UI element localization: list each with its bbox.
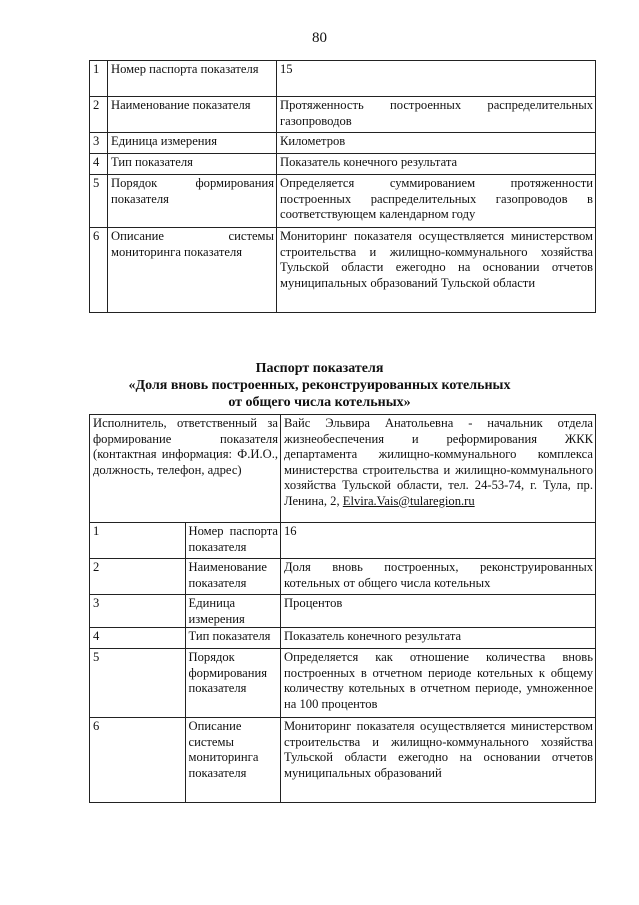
row-value: Определяется суммированием протяженности построенных распределительных газопроводов в соответствующем календарном году [277,175,596,228]
section-title-line: Паспорт показателя [255,361,384,376]
row-value: Показатель конечного результата [277,154,596,175]
row-label: Единица измерения [185,595,281,628]
row-value: Протяженность построенных распределительных газопроводов [277,97,596,133]
row-number: 1 [90,523,186,559]
row-number: 4 [90,628,186,649]
row-label: Номер паспорта показателя [108,61,277,97]
table-row [90,175,596,228]
row-value: Километров [277,133,596,154]
section-title-line: «Доля вновь построенных, реконструированных котельных [128,378,511,393]
row-label: Тип показателя [185,628,281,649]
row-number: 4 [90,154,108,175]
row-value: Мониторинг показателя осуществляется министерством строительства и жилищно-коммунального хозяйства Тульской области ежегодно на основании отчетов муниципальных образований [281,718,596,803]
row-number: 6 [90,718,186,803]
row-value: Показатель конечного результата [281,628,596,649]
row-number: 1 [90,61,108,97]
row-label: Наименование показателя [108,97,277,133]
page-number: 80 [312,30,327,46]
row-number: 3 [90,133,108,154]
row-value: 15 [277,61,596,97]
executor-value [281,415,596,523]
row-number: 2 [90,559,186,595]
row-number: 5 [90,649,186,718]
section-title [0,360,639,411]
row-label: Описание системы мониторинга показателя [108,228,277,313]
row-value: Процентов [281,595,596,628]
row-number: 2 [90,97,108,133]
row-number: 5 [90,175,108,228]
row-label: Номер паспорта показателя [185,523,281,559]
passport-table-16 [89,414,596,803]
table-row [90,228,596,313]
table-row [90,154,596,175]
row-label: Тип показателя [108,154,277,175]
table-row [90,97,596,133]
table-row [90,595,596,628]
row-number: 6 [90,228,108,313]
row-label: Описание системы мониторинга показателя [185,718,281,803]
row-label: Порядок формирования показателя [185,649,281,718]
row-label: Единица измерения [108,133,277,154]
executor-contact: Вайс Эльвира Анатольевна - начальник отдела жизнеобеспечения и реформирования ЖКК департамента жилищно-коммунального комплекса министерства строительства и жилищно-коммунального хозяйства Тульской области, тел. 24-53-74, г. Тула, пр. Ленина, 2, [284,416,593,508]
table-row [90,649,596,718]
executor-label: Исполнитель, ответственный за формирование показателя (контактная информация: Ф.И.О., должность, телефон, адрес) [90,415,281,523]
table-row [90,133,596,154]
executor-email: Elvira.Vais@tularegion.ru [342,493,475,508]
row-value: Определяется как отношение количества вновь построенных в отчетном периоде котельных к общему количеству котельных в отчетном периоде, умноженное на 100 процентов [281,649,596,718]
row-label: Наименование показателя [185,559,281,595]
row-label: Порядок формирования показателя [108,175,277,228]
row-value: Мониторинг показателя осуществляется министерством строительства и жилищно-коммунального хозяйства Тульской области ежегодно на основании отчетов муниципальных образований Тульской области [277,228,596,313]
row-value: Доля вновь построенных, реконструированных котельных от общего числа котельных [281,559,596,595]
passport-table-15 [89,60,596,313]
table-row [90,718,596,803]
row-value: 16 [281,523,596,559]
table-row [90,523,596,559]
table-row [90,559,596,595]
table-row [90,628,596,649]
executor-row [90,415,596,523]
section-title-line: от общего числа котельных» [228,395,411,410]
row-number: 3 [90,595,186,628]
table-row [90,61,596,97]
